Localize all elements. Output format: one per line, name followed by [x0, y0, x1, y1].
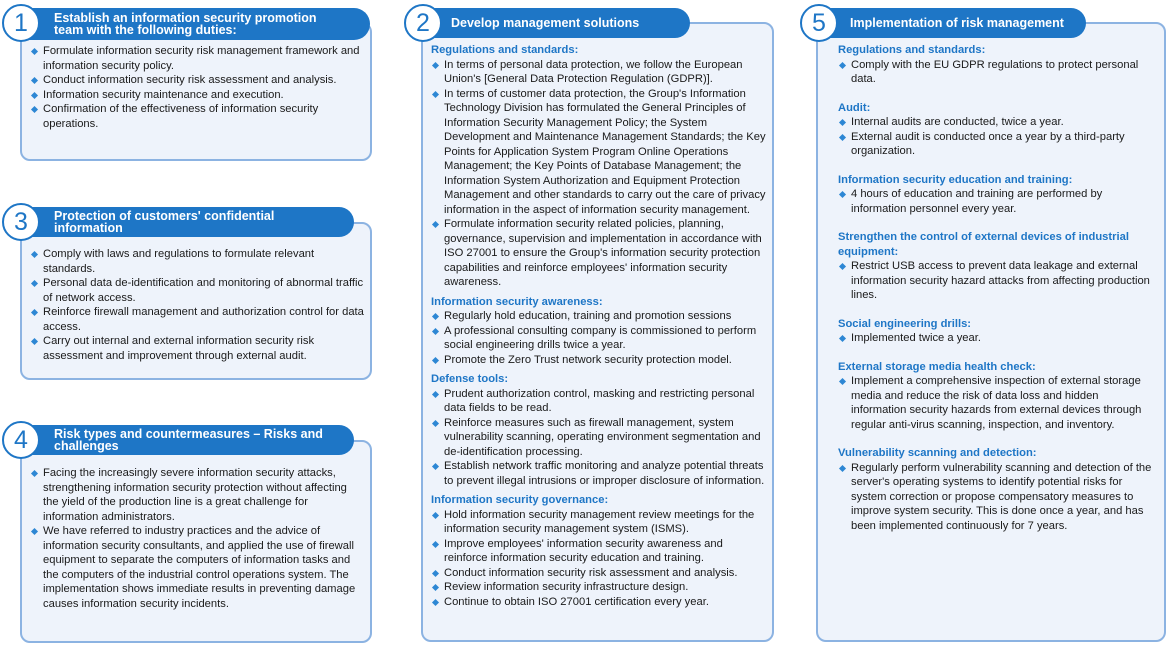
protection-list [30, 247, 366, 363]
list-item: Internal audits are conducted, twice a year. [838, 115, 1152, 130]
section-heading: Information security governance: [431, 494, 609, 506]
list-item: 4 hours of education and training are performed by information personnel every year. [838, 187, 1152, 216]
section-list [838, 187, 1152, 216]
list-item: Information security maintenance and execution. [30, 88, 366, 103]
list-item: Regularly hold education, training and promotion sessions [431, 309, 769, 324]
section-list [838, 58, 1152, 87]
section-heading: Information security awareness: [431, 295, 603, 308]
section-heading: Defense tools: [431, 373, 509, 385]
section-list [838, 331, 1152, 346]
step-number-badge: 5 [800, 4, 838, 42]
section-heading: Information security education and training: [838, 173, 1073, 186]
list-item: Restrict USB access to prevent data leakage and external information security hazard attacks from affecting production lines. [838, 259, 1152, 303]
panel-risk-implementation-title: Implementation of risk management [850, 16, 1064, 30]
panel-management-solutions-header [424, 8, 690, 38]
step-number-badge: 1 [2, 4, 40, 42]
section-list [838, 374, 1152, 432]
panel-customer-info-header [24, 207, 354, 237]
panel-security-team-body [30, 44, 366, 131]
section-list [838, 115, 1152, 159]
panel-risk-types-body [30, 466, 365, 611]
panel-risk-types-header [24, 425, 354, 455]
list-item: Hold information security management review meetings for the information security management system (ISMS). [431, 508, 769, 537]
list-item: Personal data de-identification and monitoring of abnormal traffic of network access. [30, 276, 366, 305]
list-item: Formulate information security related policies, planning, governance, supervision and implementation in accordance with ISO 27001 to ensure the Group's information security protection capabilities and reinforce employees' information security awareness. [431, 217, 769, 290]
list-item: Formulate information security risk management framework and information security policy. [30, 44, 366, 73]
list-item: Reinforce measures such as firewall management, system vulnerability scanning, operating environment segmentation and de-identification processing. [431, 416, 769, 460]
list-item: Prudent authorization control, masking and restricting personal data fields to be read. [431, 387, 769, 416]
list-item: Continue to obtain ISO 27001 certification every year. [431, 595, 769, 610]
step-number-badge: 4 [2, 421, 40, 459]
list-item: Conduct information security risk assessment and analysis. [431, 566, 769, 581]
list-item: Regularly perform vulnerability scanning and detection of the server's operating systems to identify potential risks for system correction or propose compensatory measures to improve system security. This is done once a year, and has been implemented continuously for 7 years. [838, 461, 1152, 534]
panel-management-solutions-title: Develop management solutions [451, 16, 640, 30]
list-item: We have referred to industry practices and the advice of information security consultants, and applied the use of firewall equipment to separate the computers of information tasks and the computers of the industrial control operations system. The implementation shows immediate results in preventing damage causes information security incidents. [30, 524, 365, 611]
section [838, 101, 1152, 159]
list-item: In terms of personal data protection, we follow the European Union's [General Data Protection Regulation (GDPR)]. [431, 58, 769, 87]
duties-list [30, 44, 366, 131]
list-item: External audit is conducted once a year by a third-party organization. [838, 130, 1152, 159]
list-item: Implement a comprehensive inspection of external storage media and reduce the risk of data loss and hidden information security hazards from external devices through regular anti-virus scanning, inspection, and inventory. [838, 374, 1152, 432]
section [431, 493, 769, 609]
section-heading: Regulations and standards: [838, 44, 986, 56]
section-list [431, 508, 769, 610]
section [838, 43, 1152, 87]
list-item: Improve employees' information security awareness and reinforce information security education and training. [431, 537, 769, 566]
section [838, 173, 1152, 217]
section-heading: Regulations and standards: [431, 44, 579, 56]
section-list [838, 461, 1152, 534]
panel-risk-implementation-header [820, 8, 1086, 38]
panel-risk-implementation-body [838, 43, 1152, 533]
list-item: Carry out internal and external information security risk assessment and improvement through external audit. [30, 334, 366, 363]
list-item: Comply with laws and regulations to formulate relevant standards. [30, 247, 366, 276]
section [431, 372, 769, 488]
list-item: Reinforce firewall management and authorization control for data access. [30, 305, 366, 334]
list-item: Confirmation of the effectiveness of information security operations. [30, 102, 366, 131]
panel-customer-info-title: Protection of customers' confidential information [54, 209, 275, 235]
list-item: Review information security infrastructure design. [431, 580, 769, 595]
section [431, 43, 769, 290]
section-heading: Social engineering drills: [838, 317, 972, 330]
panel-management-solutions-body [431, 43, 769, 609]
panel-security-team-header [24, 8, 370, 40]
list-item: Facing the increasingly severe information security attacks, strengthening information security protection without affecting the yield of the production line is a great challenge for information administrators. [30, 466, 365, 524]
panel-security-team-title: Establish an information security promotion team with the following duties: [54, 11, 317, 37]
list-item: Promote the Zero Trust network security protection model. [431, 353, 769, 368]
step-number-badge: 3 [2, 203, 40, 241]
section-heading: Vulnerability scanning and detection: [838, 447, 1037, 459]
panel-customer-info-body [30, 247, 366, 363]
section-list [838, 259, 1152, 303]
section-heading: Strengthen the control of external devices of industrial equipment: [838, 231, 1129, 258]
list-item: In terms of customer data protection, the Group's Information Technology Division has formulated the General Principles of Information Security Management Policy; the System Development and Maintenance Management Standards; the Key Points for Application System Program Online Operations Management; the Key Points of Database Management; the Information System Authorization and Equipment Protection Management and other standards to carry out the care of privacy information in the aspect of information security management. [431, 87, 769, 218]
risk-list [30, 466, 365, 611]
section [838, 317, 1152, 346]
section-list [431, 387, 769, 489]
list-item: Comply with the EU GDPR regulations to protect personal data. [838, 58, 1152, 87]
list-item: Implemented twice a year. [838, 331, 1152, 346]
list-item: Establish network traffic monitoring and analyze potential threats to prevent illegal intrusions or improper disclosure of information. [431, 459, 769, 488]
section [431, 295, 769, 368]
section [838, 230, 1152, 303]
section-heading: External storage media health check: [838, 360, 1036, 373]
panel-risk-types-title: Risk types and countermeasures – Risks and challenges [54, 427, 323, 453]
step-number-badge: 2 [404, 4, 442, 42]
section [838, 446, 1152, 533]
section-list [431, 309, 769, 367]
section [838, 360, 1152, 433]
list-item: Conduct information security risk assessment and analysis. [30, 73, 366, 88]
section-list [431, 58, 769, 290]
section-heading: Audit: [838, 101, 871, 114]
list-item: A professional consulting company is commissioned to perform social engineering drills twice a year. [431, 324, 769, 353]
